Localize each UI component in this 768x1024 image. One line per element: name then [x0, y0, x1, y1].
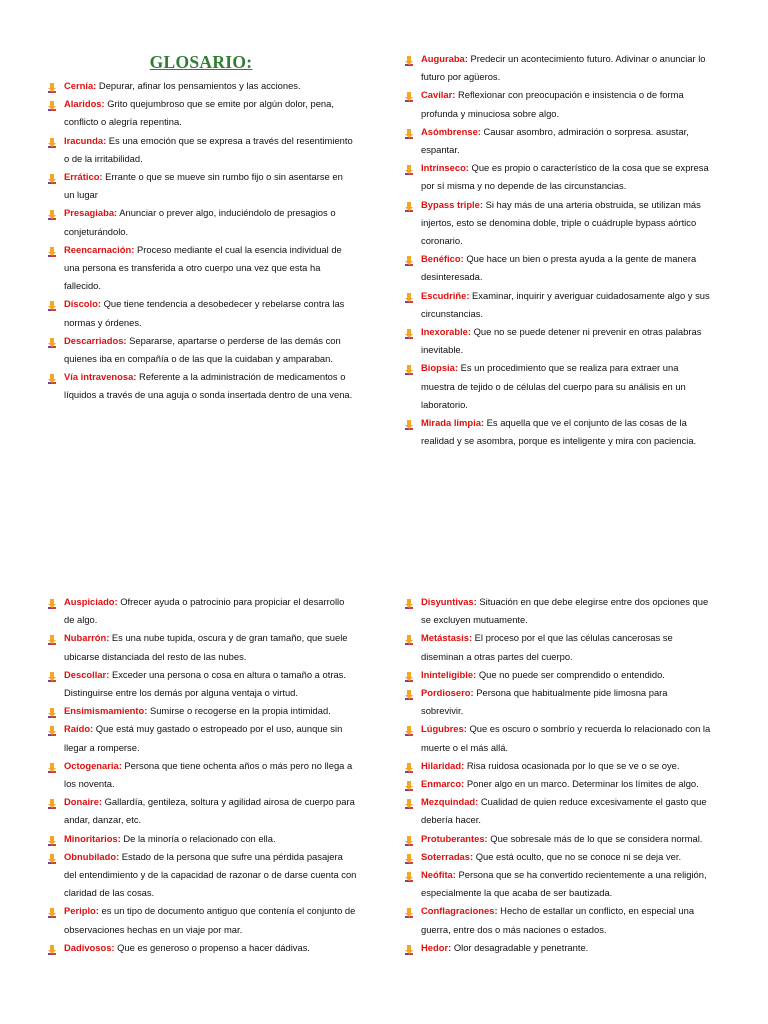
glossary-entry [47, 830, 357, 848]
arrow-bullet-icon [47, 245, 57, 255]
arrow-bullet-icon [47, 597, 57, 607]
glossary-term: Dadivosos: [64, 941, 115, 953]
arrow-bullet-icon [404, 163, 414, 173]
arrow-bullet-icon [47, 706, 57, 716]
glossary-definition: Que sobresale más de lo que se considera normal. [487, 832, 703, 844]
glossary-entry [404, 323, 712, 359]
glossary-term: Presagiaba: [64, 207, 118, 219]
glossary-term: Cavilar: [421, 89, 456, 101]
glossary-term: Pordiosero: [421, 687, 474, 699]
glossary-term: Lúgubres: [421, 723, 467, 735]
glossary-term: Iracunda: [64, 134, 107, 146]
glossary-entry [47, 368, 355, 404]
glossary-term: Octogenaria: [64, 759, 122, 771]
arrow-bullet-icon [47, 797, 57, 807]
glossary-term: Mirada limpia: [421, 417, 485, 429]
arrow-bullet-icon [47, 81, 57, 91]
arrow-bullet-icon [404, 597, 414, 607]
glossary-definition: Que no puede ser comprendido o entendido. [476, 668, 665, 680]
glossary-term: Donaire: [64, 796, 103, 808]
glossary-definition: Que está oculto, que no se conoce ni se deja ver. [473, 850, 682, 862]
glossary-entry [404, 793, 712, 829]
arrow-bullet-icon [47, 943, 57, 953]
page-title: GLOSARIO: [149, 52, 253, 72]
glossary-term: Inexorable: [421, 326, 472, 338]
glossary-entry [47, 902, 357, 938]
glossary-term: Reencarnación: [64, 243, 135, 255]
arrow-bullet-icon [404, 633, 414, 643]
glossary-entry [47, 793, 357, 829]
glossary-term: Descarriados: [64, 334, 127, 346]
glossary-entry [404, 684, 712, 720]
arrow-bullet-icon [47, 372, 57, 382]
glossary-definition: Que es generoso o propenso a hacer dádivas. [114, 941, 310, 953]
glossary-definition: Si hay más de una arteria obstruida, se utilizan más injertos, esto se denomina doble, triple o cuádruple bypass aórtico coronario. [421, 198, 701, 247]
glossary-entry [47, 757, 357, 793]
column-top-right [404, 50, 712, 450]
glossary-definition: Que es oscuro o sombrío y recuerda lo relacionado con la muerte o el más allá. [421, 723, 711, 753]
glossary-term: Ensimismamiento: [64, 705, 148, 717]
arrow-bullet-icon [47, 299, 57, 309]
glossary-entry [404, 848, 712, 866]
arrow-bullet-icon [47, 724, 57, 734]
glossary-entry [404, 593, 712, 629]
arrow-bullet-icon [47, 99, 57, 109]
glossary-entry [47, 95, 355, 131]
glossary-term: Alaridos: [64, 98, 105, 110]
glossary-entry [47, 629, 357, 665]
glossary-term: Bypass triple: [421, 198, 483, 210]
glossary-definition: Estado de la persona que sufre una pérdida pasajera del entendimiento y de la capacidad de razonar o de darse cuenta con claridad de las cosas. [64, 850, 357, 899]
glossary-definition: El proceso por el que las células cancerosas se diseminan a otras partes del cuerpo. [421, 632, 673, 662]
arrow-bullet-icon [404, 291, 414, 301]
glossary-definition: Es aquella que ve el conjunto de las cosas de la realidad y se asombra, porque es inteligente y mira con paciencia. [421, 417, 697, 447]
glossary-term: Minoritarios: [64, 832, 121, 844]
arrow-bullet-icon [404, 127, 414, 137]
glossary-definition: Exceder una persona o cosa en altura o tamaño a otras. Distinguirse entre los demás por alguna ventaja o virtud. [64, 668, 346, 699]
glossary-entry [47, 939, 357, 957]
glossary-entry [404, 123, 712, 159]
glossary-definition: Proceso mediante el cual la esencia individual de una persona es transferida a otro cuerpo una vez que esta ha fallecido. [64, 243, 342, 292]
glossary-definition: De la minoría o relacionado con ella. [120, 832, 276, 844]
arrow-bullet-icon [47, 834, 57, 844]
glossary-definition: Reflexionar con preocupación e insistencia o de forma profunda y minuciosa sobre algo. [421, 89, 684, 119]
glossary-term: Benéfico: [421, 253, 464, 265]
glossary-entry [404, 866, 712, 902]
glossary-entry [404, 159, 712, 195]
glossary-term: Intrínseco: [421, 162, 469, 174]
glossary-definition: Situación en que debe elegirse entre dos opciones que se excluyen mutuamente. [421, 596, 709, 626]
column-top-left [47, 52, 355, 405]
glossary-entry [404, 939, 712, 957]
glossary-entry [404, 775, 712, 793]
glossary-list-1 [47, 77, 355, 405]
glossary-term: Ininteligible: [421, 668, 477, 680]
glossary-entry [47, 702, 357, 720]
glossary-term: Hedor: [421, 941, 452, 953]
glossary-definition: Grito quejumbroso que se emite por algún dolor, pena, conflicto o alegría repentina. [64, 98, 334, 128]
glossary-entry [404, 757, 712, 775]
arrow-bullet-icon [47, 761, 57, 771]
arrow-bullet-icon [47, 670, 57, 680]
glossary-term: Auspiciado: [64, 596, 118, 607]
arrow-bullet-icon [404, 90, 414, 100]
glossary-definition: Separarse, apartarse o perderse de las demás con quienes iba en compañía o de las que la cuidaban y amparaban. [64, 334, 341, 365]
glossary-term: Asómbrense: [421, 125, 481, 137]
glossary-term: Biopsia: [421, 362, 458, 374]
arrow-bullet-icon [404, 254, 414, 264]
glossary-definition: Causar asombro, admiración o sorpresa. asustar, espantar. [421, 125, 689, 156]
glossary-list-2 [404, 50, 712, 450]
glossary-definition: es un tipo de documento antiguo que contenía el conjunto de observaciones hechas en un viaje por mar. [64, 905, 356, 935]
glossary-definition: Que no se puede detener ni prevenir en otras palabras inevitable. [421, 326, 702, 356]
arrow-bullet-icon [404, 852, 414, 862]
arrow-bullet-icon [404, 54, 414, 64]
glossary-entry [47, 295, 355, 331]
glossary-definition: Predecir un acontecimiento futuro. Adivinar o anunciar lo futuro por agüeros. [421, 53, 706, 83]
glossary-entry [404, 250, 712, 286]
arrow-bullet-icon [47, 136, 57, 146]
arrow-bullet-icon [404, 670, 414, 680]
glossary-entry [47, 666, 357, 702]
arrow-bullet-icon [404, 724, 414, 734]
glossary-definition: Anunciar o prever algo, induciéndolo de presagios o conjeturándolo. [64, 207, 336, 237]
arrow-bullet-icon [47, 906, 57, 916]
glossary-entry [47, 720, 357, 756]
glossary-term: Errático: [64, 171, 103, 183]
glossary-term: Descollar: [64, 668, 110, 680]
glossary-definition: Gallardía, gentileza, soltura y agilidad airosa de cuerpo para andar, danzar, etc. [64, 796, 355, 826]
glossary-entry [404, 414, 712, 450]
glossary-term: Raído: [64, 723, 94, 735]
glossary-definition: Risa ruidosa ocasionada por lo que se ve o se oye. [464, 759, 680, 771]
arrow-bullet-icon [404, 797, 414, 807]
glossary-term: Disyuntivas: [421, 596, 477, 607]
arrow-bullet-icon [47, 852, 57, 862]
arrow-bullet-icon [404, 761, 414, 771]
glossary-definition: Cualidad de quien reduce excesivamente el gasto que debería hacer. [421, 796, 707, 826]
glossary-term: Hilaridad: [421, 759, 465, 771]
arrow-bullet-icon [404, 327, 414, 337]
glossary-term: Mezquindad: [421, 796, 479, 808]
arrow-bullet-icon [404, 779, 414, 789]
glossary-definition: Poner algo en un marco. Determinar los límites de algo. [464, 778, 699, 790]
glossary-list-3 [47, 593, 357, 957]
glossary-term: Enmarco: [421, 778, 465, 790]
glossary-definition: Que es propio o característico de la cosa que se expresa por sí misma y no depende de las circunstancias. [421, 162, 709, 192]
glossary-definition: Persona que habitualmente pide limosna para sobrevivir. [421, 687, 668, 717]
glossary-term: Auguraba: [421, 53, 468, 64]
arrow-bullet-icon [404, 870, 414, 880]
glossary-term: Metástasis: [421, 632, 473, 644]
arrow-bullet-icon [404, 688, 414, 698]
glossary-list-4 [404, 593, 712, 957]
glossary-term: Conflagraciones: [421, 905, 498, 917]
glossary-entry [47, 77, 355, 95]
glossary-entry [404, 720, 712, 756]
glossary-definition: Es un procedimiento que se realiza para extraer una muestra de tejido o de células del cuerpo para su análisis en un laboratorio. [421, 362, 686, 410]
glossary-definition: Persona que tiene ochenta años o más pero no llega a los noventa. [64, 759, 353, 790]
glossary-term: Obnubilado: [64, 850, 120, 862]
glossary-term: Vía intravenosa: [64, 371, 137, 383]
glossary-entry [47, 848, 357, 903]
glossary-definition: Referente a la administración de medicamentos o líquidos a través de una aguja o sonda insertada dentro de una vena. [64, 371, 353, 401]
glossary-term: Periplo: [64, 905, 99, 917]
glossary-entry [404, 86, 712, 122]
glossary-definition: Olor desagradable y penetrante. [451, 941, 589, 953]
glossary-entry [404, 830, 712, 848]
glossary-term: Neófita: [421, 869, 456, 881]
glossary-term: Escudriñe: [421, 289, 470, 301]
glossary-term: Protuberantes: [421, 832, 488, 844]
column-bottom-right [404, 593, 712, 957]
glossary-definition: Es una emoción que se expresa a través del resentimiento o de la irritabilidad. [64, 134, 353, 164]
glossary-entry [404, 50, 712, 86]
arrow-bullet-icon [404, 200, 414, 210]
glossary-definition: Es una nube tupida, oscura y de gran tamaño, que suele ubicarse distanciada del resto de las nubes. [64, 632, 348, 662]
glossary-term: Cernía: [64, 80, 97, 91]
glossary-definition: Ofrecer ayuda o patrocinio para propiciar el desarrollo de algo. [64, 596, 345, 626]
arrow-bullet-icon [404, 363, 414, 373]
arrow-bullet-icon [404, 418, 414, 428]
glossary-definition: Errante o que se mueve sin rumbo fijo o sin asentarse en un lugar [64, 171, 343, 201]
arrow-bullet-icon [404, 834, 414, 844]
glossary-entry [404, 359, 712, 414]
glossary-definition: Que hace un bien o presta ayuda a la gente de manera desinteresada. [421, 253, 697, 283]
glossary-term: Nubarrón: [64, 632, 110, 644]
arrow-bullet-icon [47, 208, 57, 218]
arrow-bullet-icon [47, 633, 57, 643]
glossary-term: Soterradas: [421, 850, 474, 862]
glossary-entry [47, 204, 355, 240]
glossary-entry [404, 196, 712, 251]
glossary-definition: Que tiene tendencia a desobedecer y rebelarse contra las normas y órdenes. [64, 298, 345, 328]
glossary-entry [404, 287, 712, 323]
glossary-definition: Hecho de estallar un conflicto, en especial una guerra, entre dos o más naciones o estados. [421, 905, 695, 935]
arrow-bullet-icon [47, 336, 57, 346]
glossary-entry [404, 629, 712, 665]
glossary-definition: Depurar, afinar los pensamientos y las acciones. [96, 80, 301, 91]
glossary-definition: Que está muy gastado o estropeado por el uso, aunque sin llegar a romperse. [64, 723, 343, 753]
glossary-term: Díscolo: [64, 298, 101, 310]
glossary-entry [47, 132, 355, 168]
glossary-entry [404, 666, 712, 684]
glossary-entry [47, 168, 355, 204]
glossary-definition: Examinar, inquirir y averiguar cuidadosamente algo y sus circunstancias. [421, 289, 710, 319]
glossary-entry [47, 332, 355, 368]
arrow-bullet-icon [47, 172, 57, 182]
arrow-bullet-icon [404, 906, 414, 916]
glossary-entry [47, 593, 357, 629]
arrow-bullet-icon [404, 943, 414, 953]
glossary-definition: Persona que se ha convertido recientemente a una religión, especialmente la que acaba de ser bautizada. [421, 869, 707, 899]
glossary-entry [404, 902, 712, 938]
glossary-entry [47, 241, 355, 296]
glossary-definition: Sumirse o recogerse en la propia intimidad. [147, 705, 331, 717]
column-bottom-left [47, 593, 357, 957]
